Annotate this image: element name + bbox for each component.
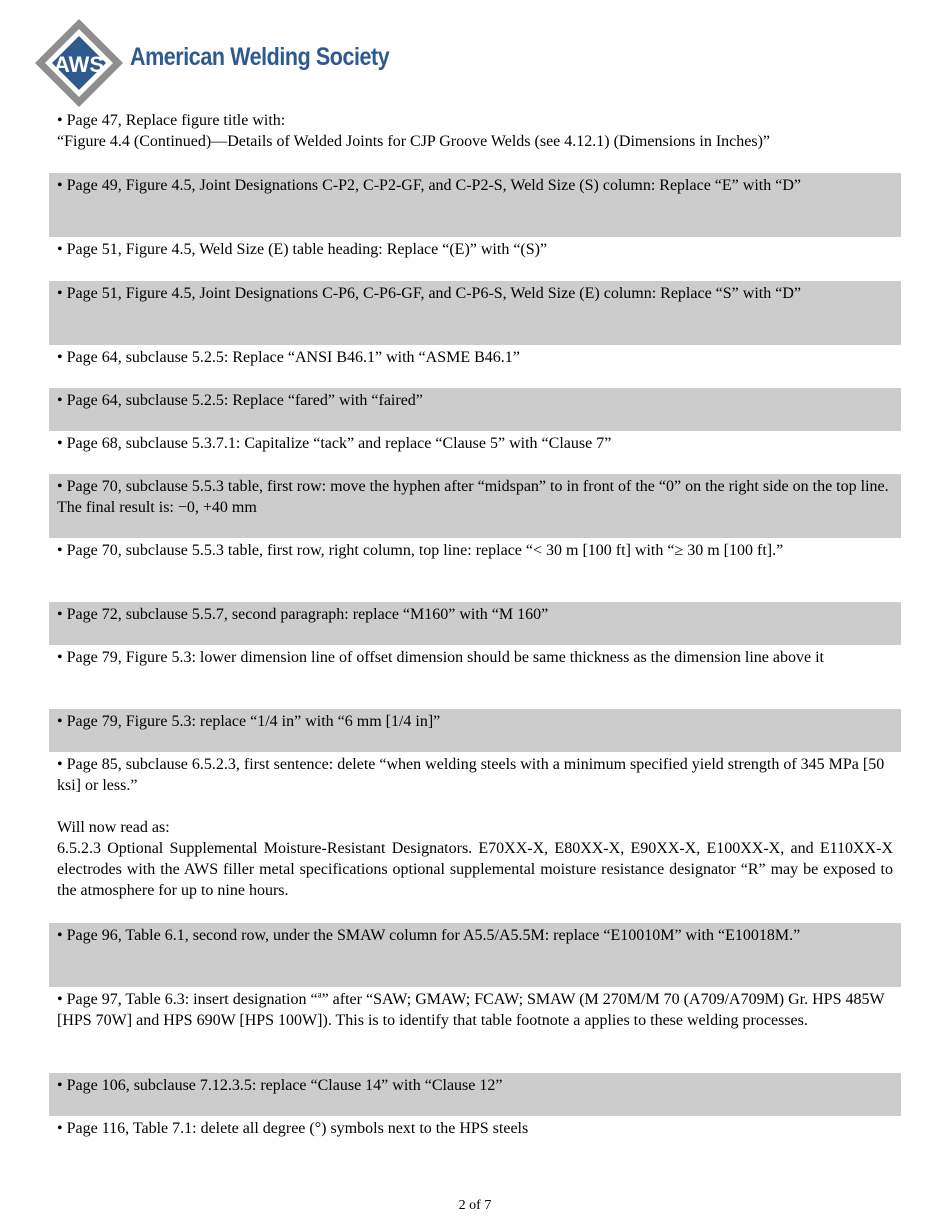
entry-15-text: [57, 989, 893, 1031]
entry-13-text: • Page 85, subclause 6.5.2.3, first sentence: delete “when welding steels with a minimum specified yield strength of 345 MPa [50 ksi] or less.”: [57, 756, 885, 794]
errata-entry-1: [49, 110, 901, 173]
errata-entry-5: [49, 345, 901, 388]
errata-entry-4: [49, 281, 901, 345]
entry-1-line-2: “Figure 4.4 (Continued)—Details of Welded Joints for CJP Groove Welds (see 4.12.1) (Dimensions in Inches)”: [57, 133, 771, 150]
entry-2-text: • Page 49, Figure 4.5, Joint Designations C-P2, C-P2-GF, and C-P2-S, Weld Size (S) column: Replace “E” with “D”: [57, 177, 801, 194]
entry-1-line-1: • Page 47, Replace figure title with:: [57, 112, 286, 129]
entry-4-text: • Page 51, Figure 4.5, Joint Designations C-P6, C-P6-GF, and C-P6-S, Weld Size (E) column: Replace “S” with “D”: [57, 285, 801, 302]
entry-13-note-label: Will now read as:: [57, 819, 170, 836]
errata-entry-12: [49, 709, 901, 752]
errata-entry-13: [49, 752, 901, 923]
entry-17-text: • Page 116, Table 7.1: delete all degree (°) symbols next to the HPS steels: [57, 1120, 529, 1137]
aws-logo: [33, 17, 125, 109]
org-name: American Welding Society: [130, 43, 390, 71]
errata-entry-11: [49, 645, 901, 709]
logo-text: AWS: [53, 52, 105, 77]
entry-15-pre: • Page 97, Table 6.3: insert designation “: [57, 991, 318, 1008]
errata-entry-14: [49, 923, 901, 987]
header: [33, 17, 453, 109]
entry-10-text: • Page 72, subclause 5.5.7, second paragraph: replace “M160” with “M 160”: [57, 606, 549, 623]
errata-entry-6: [49, 388, 901, 431]
entry-12-text: • Page 79, Figure 5.3: replace “1/4 in” with “6 mm [1/4 in]”: [57, 713, 441, 730]
entry-13-note-text: 6.5.2.3 Optional Supplemental Moisture-Resistant Designators. E70XX-X, E80XX-X, E90XX-X, E100XX-X, and E110XX-X electrodes with the AWS filler metal specifications optional supplemental moisture resistance designator “R” may be exposed to the atmosphere for up to nine hours.: [57, 840, 893, 899]
entry-15-post: ” after “SAW; GMAW; FCAW; SMAW (M 270M/M 70 (A709/A709M) Gr. HPS 485W [HPS 70W] and HPS 690W [HPS 100W]). This is to identify that table footnote a applies to these welding processes.: [57, 991, 885, 1029]
errata-entry-9: [49, 538, 901, 602]
errata-entry-2: [49, 173, 901, 237]
entry-16-text: • Page 106, subclause 7.12.3.5: replace “Clause 14” with “Clause 12”: [57, 1077, 503, 1094]
entry-5-text: • Page 64, subclause 5.2.5: Replace “ANSI B46.1” with “ASME B46.1”: [57, 349, 520, 366]
page-number: 2 of 7: [458, 1198, 492, 1213]
entry-6-text: • Page 64, subclause 5.2.5: Replace “fared” with “faired”: [57, 392, 423, 409]
errata-list: [49, 110, 901, 1159]
errata-entry-8: [49, 474, 901, 538]
entry-7-text: • Page 68, subclause 5.3.7.1: Capitalize “tack” and replace “Clause 5” with “Clause 7”: [57, 435, 612, 452]
errata-entry-3: [49, 237, 901, 281]
entry-8-text: • Page 70, subclause 5.5.3 table, first row: move the hyphen after “midspan” to in front of the “0” on the right side on the top line. The final result is: −0, +40 mm: [57, 478, 889, 516]
errata-entry-17: [49, 1116, 901, 1159]
entry-11-text: • Page 79, Figure 5.3: lower dimension line of offset dimension should be same thickness as the dimension line above it: [57, 649, 824, 666]
entry-3-text: • Page 51, Figure 4.5, Weld Size (E) table heading: Replace “(E)” with “(S)”: [57, 241, 548, 258]
errata-entry-7: [49, 431, 901, 474]
entry-9-text: • Page 70, subclause 5.5.3 table, first row, right column, top line: replace “< 30 m [100 ft] with “≥ 30 m [100 ft].”: [57, 542, 784, 559]
errata-entry-10: [49, 602, 901, 645]
errata-entry-15: [49, 987, 901, 1073]
entry-14-text: • Page 96, Table 6.1, second row, under the SMAW column for A5.5/A5.5M: replace “E10010M” with “E10018M.”: [57, 927, 801, 944]
entry-15-sup: a: [317, 989, 322, 1000]
errata-entry-16: [49, 1073, 901, 1116]
